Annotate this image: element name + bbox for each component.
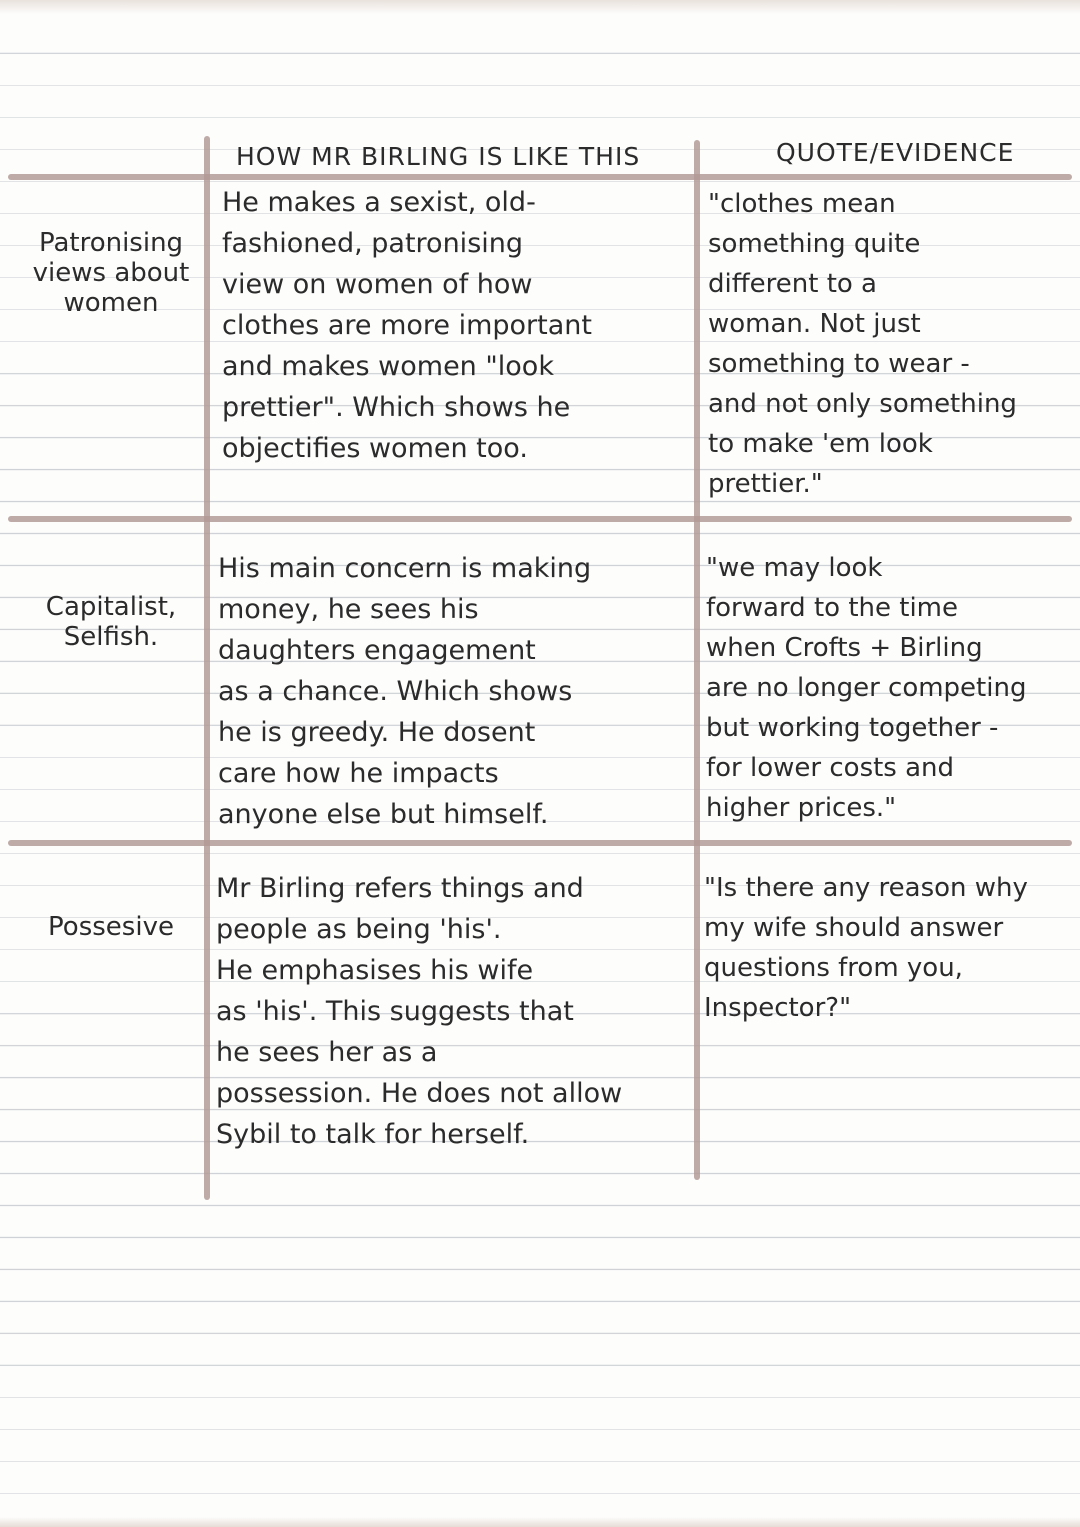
row-1-how: He makes a sexist, old- fashioned, patronising view on women of how clothes are more important and makes women "look prettier". Which shows he objectifies women too.: [222, 187, 592, 464]
header-how: HOW MR BIRLING IS LIKE THIS: [236, 142, 641, 171]
row-3-trait: Possesive: [48, 912, 174, 942]
header-quote: QUOTE/EVIDENCE: [776, 138, 1015, 167]
row-2-quote: "we may look forward to the time when Crofts + Birling are no longer competing but working together - for lower costs and higher prices.": [706, 553, 1027, 823]
page-bottom-edge: [0, 1517, 1080, 1527]
row-1-quote: "clothes mean something quite different to a woman. Not just something to wear - and not only something to make 'em look prettier.": [708, 189, 1017, 499]
column-divider-2: [694, 140, 700, 1180]
row-2-trait: Capitalist, Selfish.: [45, 592, 177, 652]
page-top-edge: [0, 0, 1080, 14]
row-2-how: His main concern is making money, he sees his daughters engagement as a chance. Which shows he is greedy. He dosent care how he impacts anyone else but himself.: [218, 553, 592, 830]
row-divider-2: [8, 840, 1072, 846]
row-3-how: Mr Birling refers things and people as being 'his'. He emphasises his wife as 'his'. This suggests that he sees her as a possession. He does not allow Sybil to talk for herself.: [216, 873, 623, 1150]
row-1-trait: Patronising views about women: [32, 228, 190, 318]
column-divider-1: [204, 136, 210, 1200]
row-3-quote: "Is there any reason why my wife should answer questions from you, Inspector?": [704, 873, 1028, 1023]
header-divider: [8, 174, 1072, 180]
row-divider-1: [8, 516, 1072, 522]
